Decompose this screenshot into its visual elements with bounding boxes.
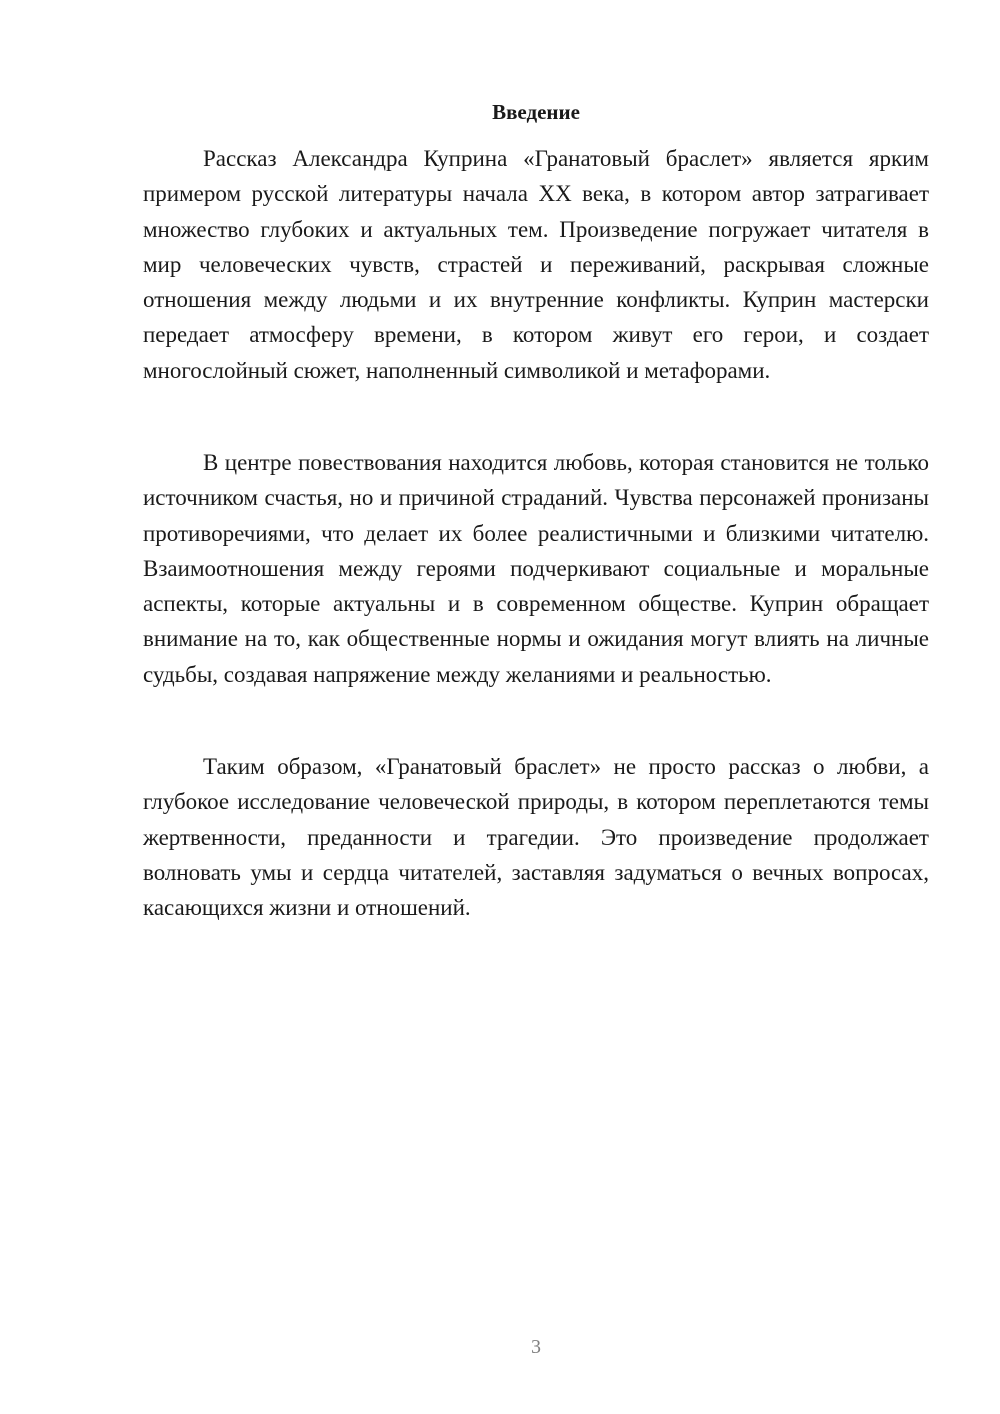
page-number: 3 bbox=[531, 1336, 541, 1358]
paragraph: Рассказ Александра Куприна «Гранатовый браслет» является ярким примером русской литературы начала XX века, в котором автор затрагивает множество глубоких и актуальных тем. Произведение погружает читателя в мир человеческих чувств, страстей и переживаний, раскрывая сложные отношения между людьми и их внутренние конфликты. Куприн мастерски передает атмосферу времени, в котором живут его герои, и создает многослойный сюжет, наполненный символикой и метафорами. bbox=[143, 146, 929, 383]
paragraph-2-block bbox=[143, 445, 929, 692]
paragraph-1-block bbox=[143, 141, 929, 388]
page-title: Введение bbox=[492, 100, 580, 124]
paragraph: Таким образом, «Гранатовый браслет» не просто рассказ о любви, а глубокое исследование человеческой природы, в котором переплетаются темы жертвенности, преданности и трагедии. Это произведение продолжает волновать умы и сердца читателей, заставляя задуматься о вечных вопросах, касающихся жизни и отношений. bbox=[143, 754, 929, 921]
paragraph: В центре повествования находится любовь, которая становится не только источником счастья, но и причиной страданий. Чувства персонажей пронизаны противоречиями, что делает их более реалистичными и близкими читателю. Взаимоотношения между героями подчеркивают социальные и моральные аспекты, которые актуальны и в современном обществе. Куприн обращает внимание на то, как общественные нормы и ожидания могут влиять на личные судьбы, создавая напряжение между желаниями и реальностью. bbox=[143, 450, 929, 687]
paragraph-3-block bbox=[143, 749, 929, 925]
